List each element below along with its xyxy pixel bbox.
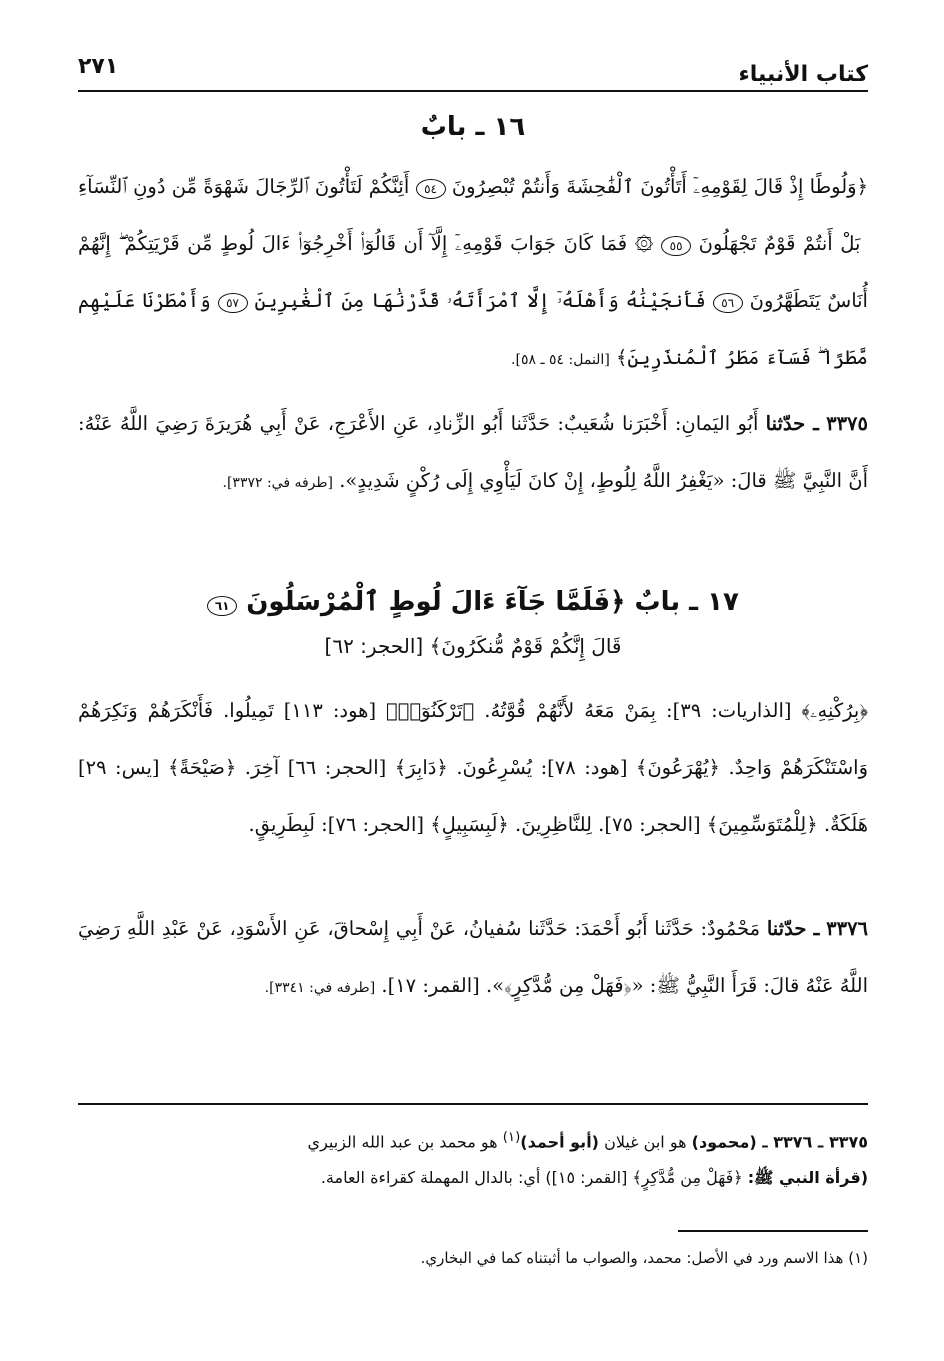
quran-text: ﴿وَلُوطًا إِذْ قَالَ لِقَوْمِهِۦٓ أَتَأْتُونَ ٱلْفَٰحِشَةَ وَأَنتُمْ تُبْصِرُونَ	[451, 175, 868, 198]
hadith-3375	[78, 395, 868, 575]
ayah-marker-54: ٥٤	[416, 179, 446, 199]
hadith-reference: [طرفه في: ٣٣٧٢].	[222, 475, 334, 491]
ayah-marker-61: ٦١	[207, 596, 237, 616]
footnote	[78, 1244, 868, 1272]
chapter-17-heading	[78, 580, 868, 668]
hadith-number: ٣٣٧٥	[826, 412, 868, 435]
chapter-17-title: ١٧ ـ بابٌ ﴿فَلَمَّا جَآءَ ءَالَ لُوطٍ ٱلْمُرْسَلُونَ	[246, 587, 739, 617]
commentary	[78, 1120, 868, 1196]
hadith-number: ٣٣٧٦	[826, 917, 868, 940]
commentary-bold: ٣٣٧٥ ـ ٣٣٧٦ ـ (محمود)	[691, 1132, 868, 1152]
hadith-text: أَبُو اليَمانِ: أَخْبَرَنا شُعَيبٌ: حَدَّثَنا أَبُو الزِّنادِ، عَنِ الأَعْرَجِ، عَنْ أَبِي هُرَيرَةَ رَضِيَ اللَّهُ عَنْهُ: أَنَّ النَّبِيَّ ﷺ قالَ: «يَغْفِرُ اللَّهُ لِلُوطٍ، إِنْ كانَ لَيَأْوِي إِلَى رُكْنٍ شَدِيدٍ».	[78, 412, 868, 492]
commentary-bold-3: (قرأة النبي ﷺ:	[747, 1168, 868, 1188]
chapter-17-subtitle: قَالَ إِنَّكُمْ قَوْمٌ مُّنكَرُونَ﴾ [الحجر: ٦٢]	[324, 634, 622, 658]
header-rule	[78, 90, 868, 92]
ayah-marker-55: ٥٥	[661, 236, 691, 256]
book-page	[78, 40, 868, 1340]
hadith-text: مَحْمُودٌ: حَدَّثَنا أَبُو أَحْمَدَ: حَدَّثَنا سُفيانُ، عَنْ أَبِي إِسْحاقَ، عَنِ الأَسْوَدِ، عَنْ عَبْدِ اللَّهِ رَضِيَ اللَّهُ عَنْهُ قالَ: قَرَأَ النَّبِيُّ ﷺ: «﴿فَهَلْ مِن مُّدَّكِرٍ﴾». [القمر: ١٧].	[78, 917, 868, 997]
quran-passage	[78, 158, 868, 388]
gloss-paragraph: ﴿بِرُكْنِهِۦ﴾ [الذاريات: ٣٩]: بِمَنْ مَعَهُ لأَنَّهُمْ قُوَّتُهُ. ﴿تَرْكَنُوٓا۟﴾ [هود: ١١٣] تَمِيلُوا. فَأَنْكَرَهُمْ وَنَكِرَهُمْ وَاسْتَنْكَرَهُمْ وَاحِدٌ. ﴿يُهْرَعُونَ﴾ [هود: ٧٨]: يُسْرِعُونَ. ﴿دَابِرَ﴾ [الحجر: ٦٦] آخِرَ. ﴿صَيْحَةً﴾ [يس: ٢٩] هَلَكَةٌ. ﴿لِلْمُتَوَسِّمِينَ﴾ [الحجر: ٧٥]. لِلنَّاظِرِينَ. ﴿لَبِسَبِيلٍ﴾ [الحجر: ٧٦]: لَبِطَرِيقٍ.	[78, 699, 868, 836]
hadith-label: ـ حدّثنا	[766, 917, 820, 940]
running-title: كتاب الأنبياء	[738, 62, 868, 87]
commentary-line-2	[78, 1160, 868, 1196]
commentary-text-3: أي: بالدال المهملة كقراءة العامة.	[320, 1168, 541, 1188]
commentary-bold-2: (أبو أحمد)	[520, 1132, 599, 1152]
footnote-ref: (١)	[502, 1130, 521, 1145]
footnote-rule	[678, 1230, 868, 1232]
chapter-16-heading: ١٦ ـ بابٌ	[420, 112, 526, 142]
commentary-text-2: هو محمد بن عبد الله الزبيري	[307, 1132, 498, 1152]
hadith-label: ـ حدّثنا	[765, 412, 819, 435]
page-number: ٢٧١	[78, 54, 119, 79]
commentary-quran: ﴿فَهَلْ مِن مُّدَّكِرٍ﴾ [القمر: ١٥])	[545, 1168, 743, 1188]
quran-text-3: ۞ فَمَا كَانَ جَوَابَ قَوْمِهِۦٓ إِلَّآ أَن قَالُوٓا۟ أَخْرِجُوٓا۟ ءَالَ لُوطٍ مِّن قَرْيَتِكُمْ ۖ إِنَّهُمْ أُنَاسٌ يَتَطَهَّرُونَ	[78, 232, 868, 312]
footnote-text: هذا الاسم ورد في الأصل: محمد، والصواب ما أثبتناه كما في البخاري.	[420, 1249, 844, 1267]
commentary-text: هو ابن غيلان	[604, 1132, 687, 1152]
commentary-rule	[78, 1103, 868, 1105]
ayah-marker-57: ٥٧	[218, 293, 248, 313]
ayah-marker-56: ٥٦	[713, 293, 743, 313]
hadith-3376	[78, 900, 868, 1060]
hadith-reference: [طرفه في: ٣٣٤١].	[264, 980, 376, 996]
footnote-marker: (١)	[848, 1249, 868, 1267]
commentary-line-1	[78, 1120, 868, 1160]
quran-text-5: وَأَمْطَرْنَا عَلَيْهِم مَّطَرًا ۖ فَسَآءَ مَطَرُ ٱلْمُنذَرِينَ﴾	[78, 289, 868, 369]
quran-text-4: فَأَنجَيْنَٰهُ وَأَهْلَهُۥٓ إِلَّا ٱمْرَأَتَهُۥ قَدَّرْنَٰهَا مِنَ ٱلْغَٰبِرِينَ	[254, 289, 706, 312]
quran-reference: [النمل: ٥٤ ـ ٥٨].	[511, 352, 610, 368]
quran-text-2: أَئِنَّكُمْ لَتَأْتُونَ ٱلرِّجَالَ شَهْوَةً مِّن دُونِ ٱلنِّسَآءِ ۚ بَلْ أَنتُمْ قَوْمٌ تَجْهَلُونَ	[78, 175, 868, 255]
